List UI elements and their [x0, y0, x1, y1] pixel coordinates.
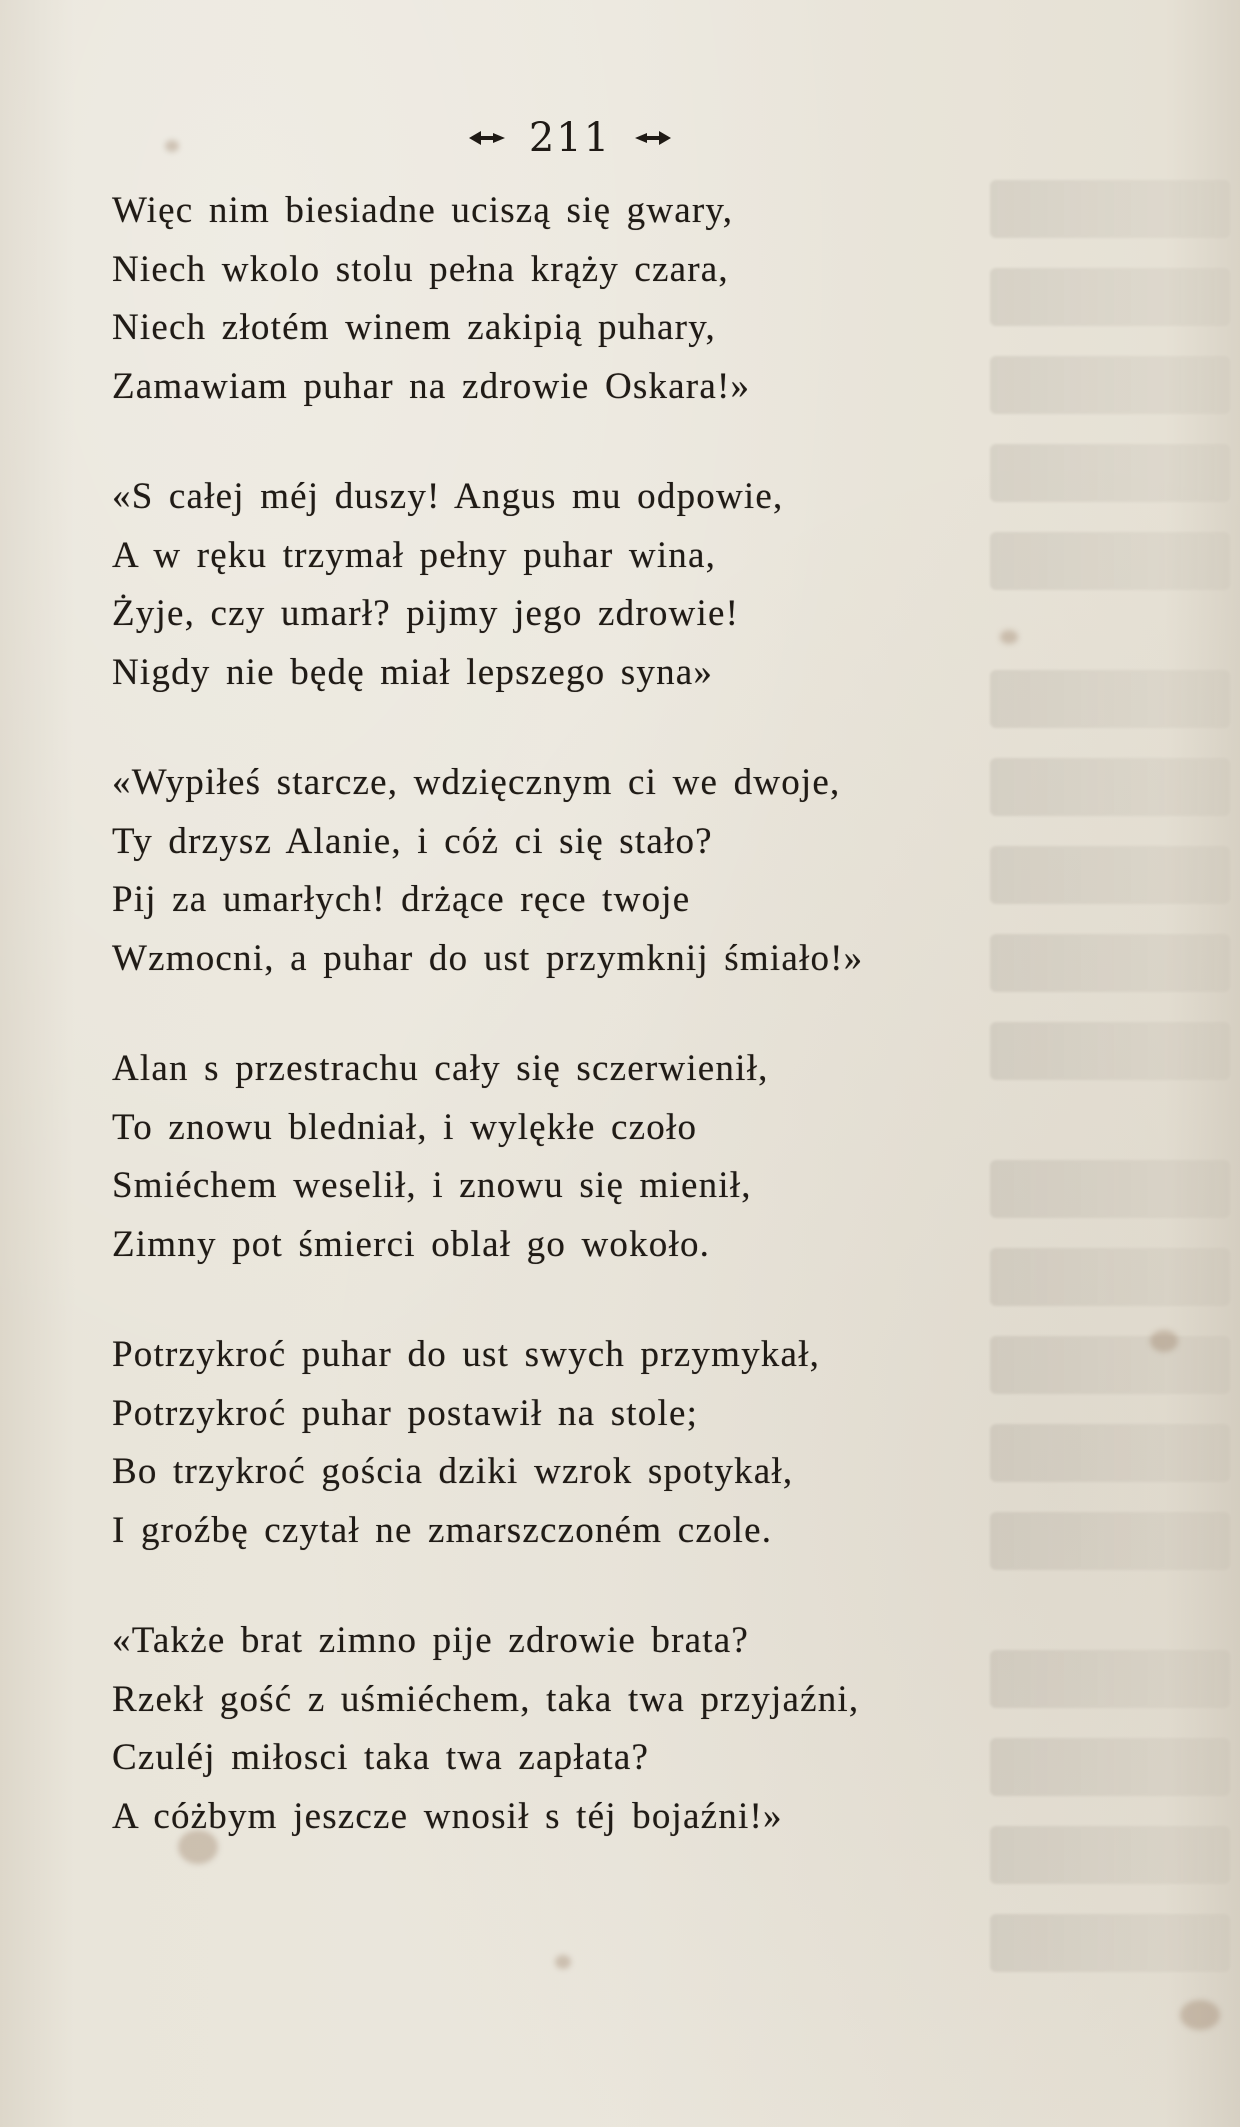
stanza-3 — [112, 754, 992, 988]
verse-line: Pij za umarłych! drżące ręce twoje — [112, 879, 691, 920]
verse-line: «S całej méj duszy! Angus mu odpowie, — [112, 476, 784, 517]
printer-ornament-left-icon — [467, 127, 507, 149]
paper-stain — [165, 140, 179, 152]
verse-line: Nigdy nie będę miał lepszego syna» — [112, 651, 714, 693]
page-header — [440, 108, 700, 168]
verse-line: Alan s przestrachu cały się sczerwienił, — [112, 1048, 769, 1089]
verse-line: Wzmocni, a puhar do ust przymknij śmiało!» — [112, 937, 864, 979]
verse-line: To znowu bledniał, i wylękłe czoło — [112, 1106, 698, 1148]
verse-line: A cóżbym jeszcze wnosił s téj bojaźni!» — [112, 1795, 783, 1837]
verse-line: Ty drzysz Alanie, i cóż ci się stało? — [112, 820, 713, 862]
verse-line: Smiéchem weselił, i znowu się mienił, — [112, 1165, 752, 1206]
paper-stain — [555, 1955, 571, 1969]
verse-line: Bo trzykroć gościa dziki wzrok spotykał, — [112, 1451, 794, 1492]
verse-line: Więc nim biesiadne uciszą się gwary, — [112, 190, 734, 231]
verse-line: Zamawiam puhar na zdrowie Oskara!» — [112, 365, 751, 407]
verse-line: Żyje, czy umarł? pijmy jego zdrowie! — [112, 593, 740, 634]
verse-line: Niech złotém winem zakipią puhary, — [112, 307, 716, 348]
stanza-5 — [112, 1326, 992, 1560]
stanza-1 — [112, 182, 992, 416]
verse-line: Potrzykroć puhar postawił na stole; — [112, 1392, 699, 1434]
verse-line: A w ręku trzymał pełny puhar wina, — [112, 534, 717, 576]
page-number: 211 — [528, 115, 612, 161]
stanza-6 — [112, 1612, 992, 1846]
verse-line: Potrzykroć puhar do ust swych przymykał, — [112, 1334, 821, 1375]
stanza-4 — [112, 1040, 992, 1274]
poem-text — [112, 182, 992, 1898]
verse-line: Niech wkolo stolu pełna krąży czara, — [112, 248, 729, 290]
verse-line: Rzekł gość z uśmiéchem, taka twa przyjaźni, — [112, 1678, 860, 1720]
verso-bleed-through — [990, 180, 1230, 1880]
paper-stain — [1150, 1330, 1178, 1352]
verse-line: Zimny pot śmierci oblał go wokoło. — [112, 1223, 711, 1265]
verse-line: Czuléj miłosci taka twa zapłata? — [112, 1737, 650, 1778]
verse-line: I groźbę czytał ne zmarszczoném czole. — [112, 1509, 773, 1551]
stanza-2 — [112, 468, 992, 702]
paper-stain — [1180, 2000, 1220, 2030]
verse-line: «Wypiłeś starcze, wdzięcznym ci we dwoje, — [112, 762, 841, 803]
printer-ornament-right-icon — [633, 127, 673, 149]
paper-stain — [1000, 630, 1018, 644]
verse-line: «Także brat zimno pije zdrowie brata? — [112, 1620, 749, 1661]
